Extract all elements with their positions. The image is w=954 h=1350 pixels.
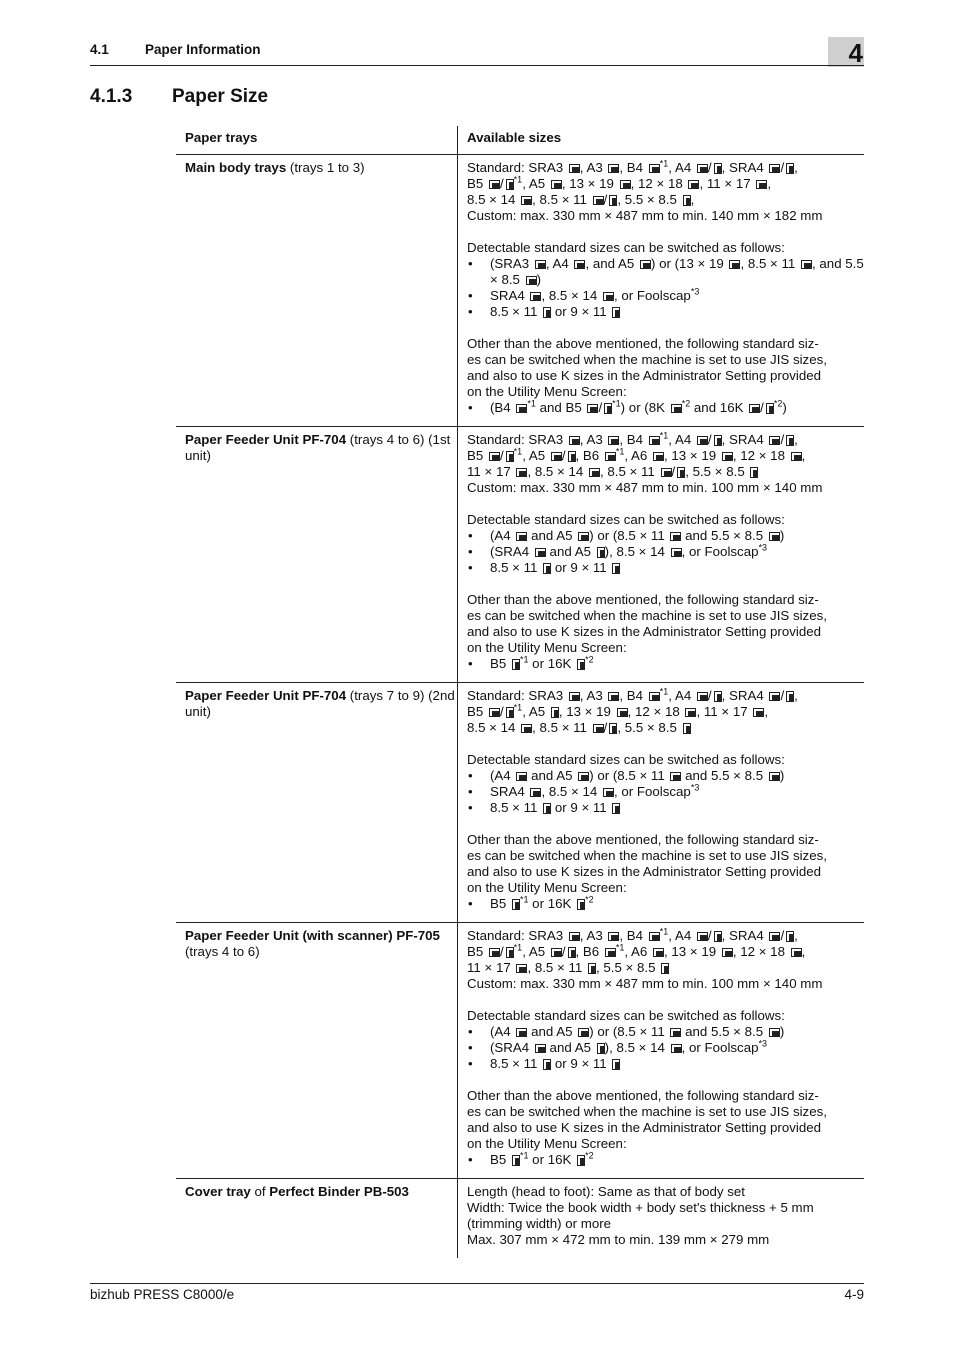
other-line: and also to use K sizes in the Administrator Setting provided [467, 1120, 822, 1135]
landscape-feed-icon [791, 948, 802, 957]
tray-name-cell [176, 1179, 458, 1259]
landscape-feed-icon [587, 404, 598, 413]
available-sizes-cell [458, 155, 865, 427]
portrait-feed-icon [568, 947, 576, 958]
list-item: • 8.5 × 11 or 9 × 11 [467, 1056, 864, 1072]
portrait-feed-icon [612, 803, 620, 814]
header-divider [90, 65, 864, 66]
list-item: • (SRA4 and A5 ), 8.5 × 14 , or Foolscap$^{*3}$ [467, 544, 864, 560]
landscape-feed-icon [722, 452, 733, 461]
landscape-feed-icon [722, 948, 733, 957]
portrait-feed-icon [677, 467, 685, 478]
landscape-feed-icon [670, 1028, 681, 1037]
footer-page-number: 4-9 [844, 1287, 864, 1302]
landscape-feed-icon [671, 1044, 682, 1053]
footnote-ref: *1 [615, 446, 625, 457]
tray-name-detail: (trays 4 to 6) (1st unit) [185, 432, 451, 463]
available-sizes-cell [458, 1179, 865, 1259]
portrait-feed-icon [714, 691, 722, 702]
footnote-ref: *1 [659, 926, 669, 937]
list-item: • B5 $^{*1}$ or 16K $^{*2}$ [467, 896, 864, 912]
landscape-feed-icon [791, 452, 802, 461]
other-line: es can be switched when the machine is set to use JIS sizes, [467, 352, 827, 367]
landscape-feed-icon [526, 276, 537, 285]
detect-list [467, 528, 864, 576]
tray-name-bold: Perfect Binder PB-503 [269, 1184, 409, 1199]
chapter-number: 4 [848, 38, 863, 68]
size-line: Standard: SRA3 , A3 , B4 $^{*1}$, A4 / , SRA4 / , [467, 430, 798, 447]
landscape-feed-icon [661, 468, 672, 477]
other-list [467, 1152, 864, 1168]
landscape-feed-icon [574, 260, 585, 269]
landscape-feed-icon [516, 532, 527, 541]
portrait-feed-icon [588, 963, 596, 974]
landscape-feed-icon [769, 532, 780, 541]
landscape-feed-icon [671, 404, 682, 413]
list-item: • 8.5 × 11 or 9 × 11 [467, 304, 864, 320]
landscape-feed-icon [516, 964, 527, 973]
landscape-feed-icon [535, 260, 546, 269]
spacer [467, 224, 864, 240]
other-line: and also to use K sizes in the Administrator Setting provided [467, 864, 822, 879]
footnote-ref: *1 [513, 446, 523, 457]
other-line: on the Utility Menu Screen: [467, 640, 627, 655]
landscape-feed-icon [608, 692, 619, 701]
size-line: 8.5 × 14 , 8.5 × 11 / , 5.5 × 8.5 , [467, 192, 695, 207]
other-line: Other than the above mentioned, the following standard siz- [467, 592, 819, 607]
tray-name-bold: Paper Feeder Unit PF-704 [185, 432, 347, 447]
landscape-feed-icon [769, 772, 780, 781]
portrait-feed-icon [577, 899, 585, 910]
landscape-feed-icon [653, 948, 664, 957]
footnote-ref: *1 [519, 1150, 529, 1161]
footnote-ref: *2 [681, 398, 691, 409]
landscape-feed-icon [697, 692, 708, 701]
portrait-feed-icon [506, 947, 514, 958]
other-line: es can be switched when the machine is set to use JIS sizes, [467, 1104, 827, 1119]
header-section-number: 4.1 [90, 42, 109, 57]
landscape-feed-icon [801, 260, 812, 269]
portrait-feed-icon [750, 467, 758, 478]
landscape-feed-icon [697, 436, 708, 445]
landscape-feed-icon [516, 1028, 527, 1037]
size-line: Standard: SRA3 , A3 , B4 $^{*1}$, A4 / , SRA4 / , [467, 926, 798, 943]
landscape-feed-icon [608, 164, 619, 173]
landscape-feed-icon [670, 532, 681, 541]
footnote-ref: *1 [615, 942, 625, 953]
landscape-feed-icon [640, 260, 651, 269]
landscape-feed-icon [516, 404, 527, 413]
tray-name-bold: Paper Feeder Unit (with scanner) PF-705 [185, 928, 440, 943]
spacer [467, 992, 864, 1008]
portrait-feed-icon [577, 659, 585, 670]
tray-name-bold: Main body trays [185, 160, 287, 175]
landscape-feed-icon [603, 292, 614, 301]
landscape-feed-icon [521, 724, 532, 733]
footnote-ref: *3 [690, 286, 700, 297]
spacer [467, 1072, 864, 1088]
size-line: B5 / $^{*1}$, A5 / , B6 $^{*1}$, A6 , 13 × 19 , 12 × 18 , [467, 446, 806, 463]
landscape-feed-icon [756, 180, 767, 189]
size-line: 11 × 17 , 8.5 × 11 , 5.5 × 8.5 [467, 960, 864, 976]
list-item: • (B4 $^{*1}$ and B5 / $^{*1}$) or (8K $^{*2}$ and 16K / $^{*2}$) [467, 400, 864, 416]
size-line: B5 / $^{*1}$, A5 , 13 × 19 , 12 × 18 , 11 × 17 , [467, 702, 769, 719]
other-line: on the Utility Menu Screen: [467, 384, 627, 399]
portrait-feed-icon [714, 163, 722, 174]
size-line: Custom: max. 330 mm × 487 mm to min. 100 mm × 140 mm [467, 976, 823, 991]
size-line: B5 / $^{*1}$, A5 , 13 × 19 , 12 × 18 , 11 × 17 , [467, 174, 772, 191]
available-sizes-cell [458, 683, 865, 923]
footer-product: bizhub PRESS C8000/e [90, 1287, 235, 1302]
other-line: es can be switched when the machine is set to use JIS sizes, [467, 848, 827, 863]
footnote-ref: *1 [519, 894, 529, 905]
spacer [467, 576, 864, 592]
size-line: Max. 307 mm × 472 mm to min. 139 mm × 279 mm [467, 1232, 770, 1247]
footnote-ref: *3 [758, 542, 768, 553]
portrait-feed-icon [577, 1155, 585, 1166]
portrait-feed-icon [543, 803, 551, 814]
spacer [467, 816, 864, 832]
landscape-feed-icon [551, 180, 562, 189]
paper-size-table [176, 126, 864, 1258]
landscape-feed-icon [489, 180, 500, 189]
landscape-feed-icon [653, 452, 664, 461]
landscape-feed-icon [569, 692, 580, 701]
landscape-feed-icon [516, 468, 527, 477]
footnote-ref: *1 [659, 158, 669, 169]
tray-name-detail: (trays 1 to 3) [286, 160, 365, 175]
table-row [176, 923, 864, 1179]
other-list [467, 656, 864, 672]
footnote-ref: *2 [585, 1150, 594, 1161]
other-list [467, 400, 864, 416]
portrait-feed-icon [609, 195, 617, 206]
landscape-feed-icon [649, 932, 660, 941]
landscape-feed-icon [569, 164, 580, 173]
other-line: Other than the above mentioned, the following standard siz- [467, 832, 819, 847]
landscape-feed-icon [649, 692, 660, 701]
landscape-feed-icon [578, 1028, 589, 1037]
landscape-feed-icon [535, 548, 546, 557]
footnote-ref: *1 [612, 398, 621, 409]
portrait-feed-icon [612, 1059, 620, 1070]
footnote-ref: *2 [585, 894, 594, 905]
section-number: 4.1.3 [90, 86, 133, 107]
other-line: es can be switched when the machine is set to use JIS sizes, [467, 608, 827, 623]
portrait-feed-icon [597, 1043, 605, 1054]
footnote-ref: *2 [585, 654, 594, 665]
landscape-feed-icon [589, 468, 600, 477]
footnote-ref: *3 [758, 1038, 768, 1049]
landscape-feed-icon [649, 436, 660, 445]
tray-name-detail: (trays 7 to 9) (2nd unit) [185, 688, 455, 719]
section-heading [90, 86, 268, 108]
portrait-feed-icon [604, 403, 612, 414]
list-item: • (A4 and A5 ) or (8.5 × 11 and 5.5 × 8.5 ) [467, 768, 864, 784]
landscape-feed-icon [769, 932, 780, 941]
landscape-feed-icon [578, 772, 589, 781]
list-item: • (A4 and A5 ) or (8.5 × 11 and 5.5 × 8.5 ) [467, 528, 864, 544]
landscape-feed-icon [671, 548, 682, 557]
list-item: • (A4 and A5 ) or (8.5 × 11 and 5.5 × 8.5 ) [467, 1024, 864, 1040]
landscape-feed-icon [685, 708, 696, 717]
portrait-feed-icon [786, 931, 794, 942]
detect-intro: Detectable standard sizes can be switched as follows: [467, 240, 785, 255]
landscape-feed-icon [530, 292, 541, 301]
landscape-feed-icon [688, 180, 699, 189]
portrait-feed-icon [786, 435, 794, 446]
portrait-feed-icon [506, 707, 514, 718]
portrait-feed-icon [786, 691, 794, 702]
footnote-ref: *1 [513, 174, 523, 185]
col-header-paper-trays: Paper trays [176, 126, 458, 155]
table-row [176, 155, 864, 427]
footnote-ref: *3 [690, 782, 700, 793]
detect-intro: Detectable standard sizes can be switched as follows: [467, 1008, 785, 1023]
tray-name-bold: Cover tray [185, 1184, 251, 1199]
size-line: (trimming width) or more [467, 1216, 612, 1231]
size-line: Custom: max. 330 mm × 487 mm to min. 100 mm × 140 mm [467, 480, 823, 495]
detect-intro: Detectable standard sizes can be switched as follows: [467, 752, 785, 767]
portrait-feed-icon [661, 963, 669, 974]
chapter-tab [828, 37, 864, 67]
portrait-feed-icon [597, 547, 605, 558]
landscape-feed-icon [670, 772, 681, 781]
portrait-feed-icon [786, 163, 794, 174]
portrait-feed-icon [543, 563, 551, 574]
list-item: • 8.5 × 11 or 9 × 11 [467, 800, 864, 816]
spacer [467, 320, 864, 336]
portrait-feed-icon [714, 435, 722, 446]
portrait-feed-icon [506, 451, 514, 462]
table-row [176, 1179, 864, 1259]
footnote-ref: *1 [659, 430, 669, 441]
portrait-feed-icon [612, 307, 620, 318]
landscape-feed-icon [603, 788, 614, 797]
landscape-feed-icon [593, 196, 604, 205]
portrait-feed-icon [612, 563, 620, 574]
landscape-feed-icon [521, 196, 532, 205]
list-item: • (SRA4 and A5 ), 8.5 × 14 , or Foolscap$^{*3}$ [467, 1040, 864, 1056]
list-item: • 8.5 × 11 or 9 × 11 [467, 560, 864, 576]
other-line: Other than the above mentioned, the following standard siz- [467, 336, 819, 351]
landscape-feed-icon [608, 436, 619, 445]
portrait-feed-icon [512, 659, 520, 670]
landscape-feed-icon [749, 404, 760, 413]
detect-intro: Detectable standard sizes can be switched as follows: [467, 512, 785, 527]
size-line: Width: Twice the book width + body set's thickness + 5 mm [467, 1200, 814, 1215]
landscape-feed-icon [617, 708, 628, 717]
landscape-feed-icon [551, 452, 562, 461]
tray-name-cell [176, 683, 458, 923]
portrait-feed-icon [543, 307, 551, 318]
tray-name-cell [176, 427, 458, 683]
spacer [467, 736, 864, 752]
footnote-ref: *1 [513, 702, 523, 713]
portrait-feed-icon [506, 179, 514, 190]
other-line: Other than the above mentioned, the following standard siz- [467, 1088, 819, 1103]
landscape-feed-icon [605, 948, 616, 957]
size-line: Custom: max. 330 mm × 487 mm to min. 140 mm × 182 mm [467, 208, 823, 223]
portrait-feed-icon [568, 451, 576, 462]
footer-divider [90, 1283, 864, 1284]
landscape-feed-icon [697, 164, 708, 173]
portrait-feed-icon [512, 1155, 520, 1166]
available-sizes-cell [458, 427, 865, 683]
landscape-feed-icon [769, 692, 780, 701]
other-line: and also to use K sizes in the Administrator Setting provided [467, 624, 822, 639]
portrait-feed-icon [683, 723, 691, 734]
size-line: Standard: SRA3 , A3 , B4 $^{*1}$, A4 / , SRA4 / , [467, 686, 798, 703]
spacer [467, 496, 864, 512]
tray-name-cell [176, 155, 458, 427]
detect-list [467, 768, 864, 816]
portrait-feed-icon [714, 931, 722, 942]
landscape-feed-icon [489, 708, 500, 717]
portrait-feed-icon [683, 195, 691, 206]
detect-list [467, 1024, 864, 1072]
landscape-feed-icon [535, 1044, 546, 1053]
landscape-feed-icon [593, 724, 604, 733]
tray-name-cell [176, 923, 458, 1179]
landscape-feed-icon [697, 932, 708, 941]
portrait-feed-icon [512, 899, 520, 910]
other-list [467, 896, 864, 912]
available-sizes-cell [458, 923, 865, 1179]
other-line: on the Utility Menu Screen: [467, 1136, 627, 1151]
other-line: on the Utility Menu Screen: [467, 880, 627, 895]
size-line: 11 × 17 , 8.5 × 14 , 8.5 × 11 / , 5.5 × 8.5 [467, 464, 864, 480]
landscape-feed-icon [530, 788, 541, 797]
landscape-feed-icon [551, 948, 562, 957]
footnote-ref: *1 [527, 398, 536, 409]
list-item: • (SRA3 , A4 , and A5 ) or (13 × 19 , 8.5 × 11 , and 5.5 × 8.5 ) [467, 256, 864, 288]
header-section-title: Paper Information [145, 42, 261, 57]
detect-list [467, 256, 864, 320]
portrait-feed-icon [609, 723, 617, 734]
size-line: Length (head to foot): Same as that of body set [467, 1184, 745, 1199]
other-line: and also to use K sizes in the Administrator Setting provided [467, 368, 822, 383]
list-item: • B5 $^{*1}$ or 16K $^{*2}$ [467, 1152, 864, 1168]
landscape-feed-icon [649, 164, 660, 173]
landscape-feed-icon [605, 452, 616, 461]
list-item: • SRA4 , 8.5 × 14 , or Foolscap$^{*3}$ [467, 288, 864, 304]
landscape-feed-icon [769, 1028, 780, 1037]
tray-name-connector: of [250, 1184, 270, 1199]
table-header-row [176, 126, 864, 155]
landscape-feed-icon [578, 532, 589, 541]
section-title: Paper Size [172, 86, 269, 107]
size-line: Standard: SRA3 , A3 , B4 $^{*1}$, A4 / , SRA4 / , [467, 158, 798, 175]
landscape-feed-icon [569, 436, 580, 445]
landscape-feed-icon [729, 260, 740, 269]
size-line: B5 / $^{*1}$, A5 / , B6 $^{*1}$, A6 , 13 × 19 , 12 × 18 , [467, 942, 806, 959]
landscape-feed-icon [569, 932, 580, 941]
col-header-available-sizes: Available sizes [458, 126, 865, 155]
running-header [90, 42, 261, 57]
landscape-feed-icon [489, 452, 500, 461]
landscape-feed-icon [769, 164, 780, 173]
portrait-feed-icon [551, 707, 559, 718]
tray-name-detail: (trays 4 to 6) [185, 944, 260, 959]
list-item: • SRA4 , 8.5 × 14 , or Foolscap$^{*3}$ [467, 784, 864, 800]
footnote-ref: *2 [773, 398, 783, 409]
size-line: 8.5 × 14 , 8.5 × 11 / , 5.5 × 8.5 [467, 720, 864, 736]
landscape-feed-icon [769, 436, 780, 445]
portrait-feed-icon [766, 403, 774, 414]
list-item: • B5 $^{*1}$ or 16K $^{*2}$ [467, 656, 864, 672]
landscape-feed-icon [489, 948, 500, 957]
landscape-feed-icon [608, 932, 619, 941]
landscape-feed-icon [753, 708, 764, 717]
footnote-ref: *1 [513, 942, 523, 953]
landscape-feed-icon [516, 772, 527, 781]
portrait-feed-icon [543, 1059, 551, 1070]
tray-name-bold: Paper Feeder Unit PF-704 [185, 688, 347, 703]
landscape-feed-icon [620, 180, 631, 189]
footnote-ref: *1 [519, 654, 529, 665]
table-row [176, 427, 864, 683]
table-row [176, 683, 864, 923]
footnote-ref: *1 [659, 686, 669, 697]
